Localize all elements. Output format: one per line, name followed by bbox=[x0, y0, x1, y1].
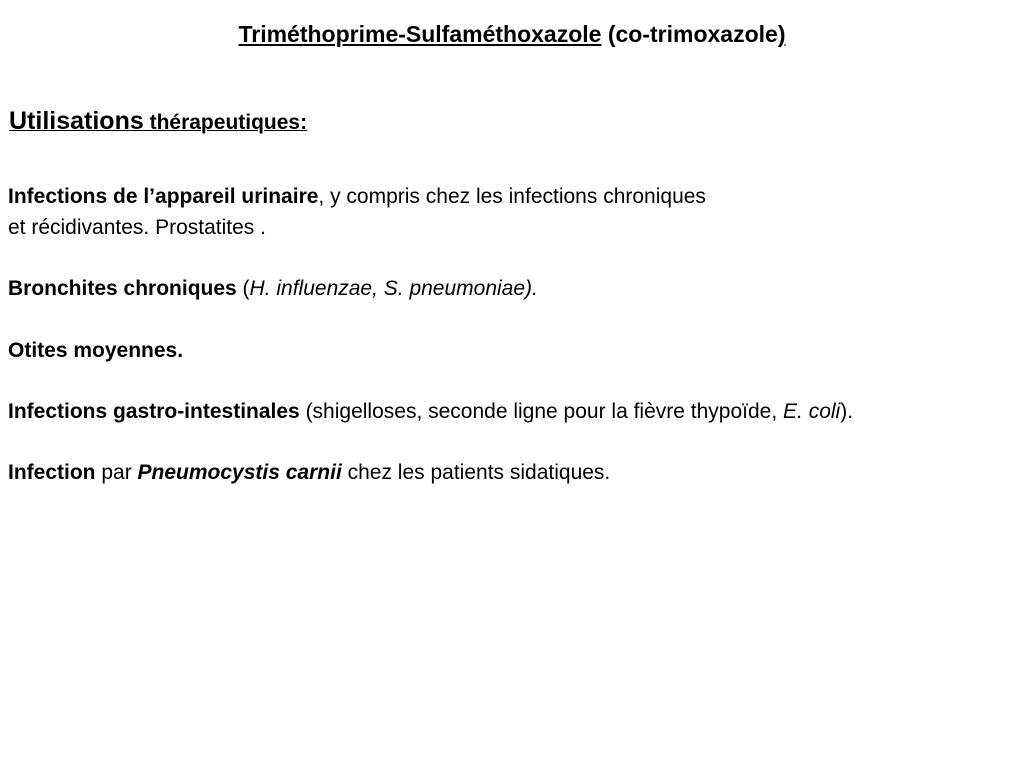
section-heading bbox=[9, 107, 307, 136]
page-title bbox=[0, 21, 1024, 48]
title-alias: (co-trimoxazole bbox=[601, 21, 778, 47]
title-alias-close: ) bbox=[777, 21, 786, 47]
indication-urinary bbox=[8, 181, 706, 243]
indication-urinary-detail-line2: et récidivantes. Prostatites . bbox=[8, 216, 266, 239]
section-heading-main: Utilisations bbox=[9, 107, 144, 135]
title-drug-name: Triméthoprime-Sulfaméthoxazole bbox=[238, 21, 602, 47]
indication-urinary-label: Infections de l’appareil urinaire bbox=[8, 185, 319, 208]
indication-gastro-pathogen: E. coli bbox=[783, 400, 841, 423]
indication-otitis-label: Otites moyennes. bbox=[8, 339, 184, 362]
indication-urinary-detail: , y compris chez les infections chroniques bbox=[318, 185, 706, 208]
indication-bronchitis-pathogens: H. influenzae, S. pneumoniae). bbox=[249, 277, 538, 300]
indication-pneumocystis-label: Infection bbox=[8, 461, 96, 484]
indication-gastro-label: Infections gastro-intestinales bbox=[8, 400, 300, 423]
indication-bronchitis-label: Bronchites chroniques bbox=[8, 277, 237, 300]
section-heading-sub: thérapeutiques: bbox=[143, 111, 308, 134]
indication-gastro-detail: (shigelloses, seconde ligne pour la fièvre thypoïde, bbox=[299, 400, 784, 423]
indication-bronchitis-paren: ( bbox=[236, 277, 250, 300]
indication-bronchitis bbox=[8, 273, 538, 304]
indication-pneumocystis-detail: chez les patients sidatiques. bbox=[341, 461, 611, 484]
indication-pneumocystis bbox=[8, 457, 610, 488]
indication-otitis bbox=[8, 335, 183, 366]
indication-gastro-close: ). bbox=[840, 400, 854, 423]
indication-pneumocystis-pathogen: Pneumocystis carnii bbox=[137, 461, 342, 484]
indication-gastro bbox=[8, 396, 853, 427]
indication-pneumocystis-by: par bbox=[95, 461, 138, 484]
